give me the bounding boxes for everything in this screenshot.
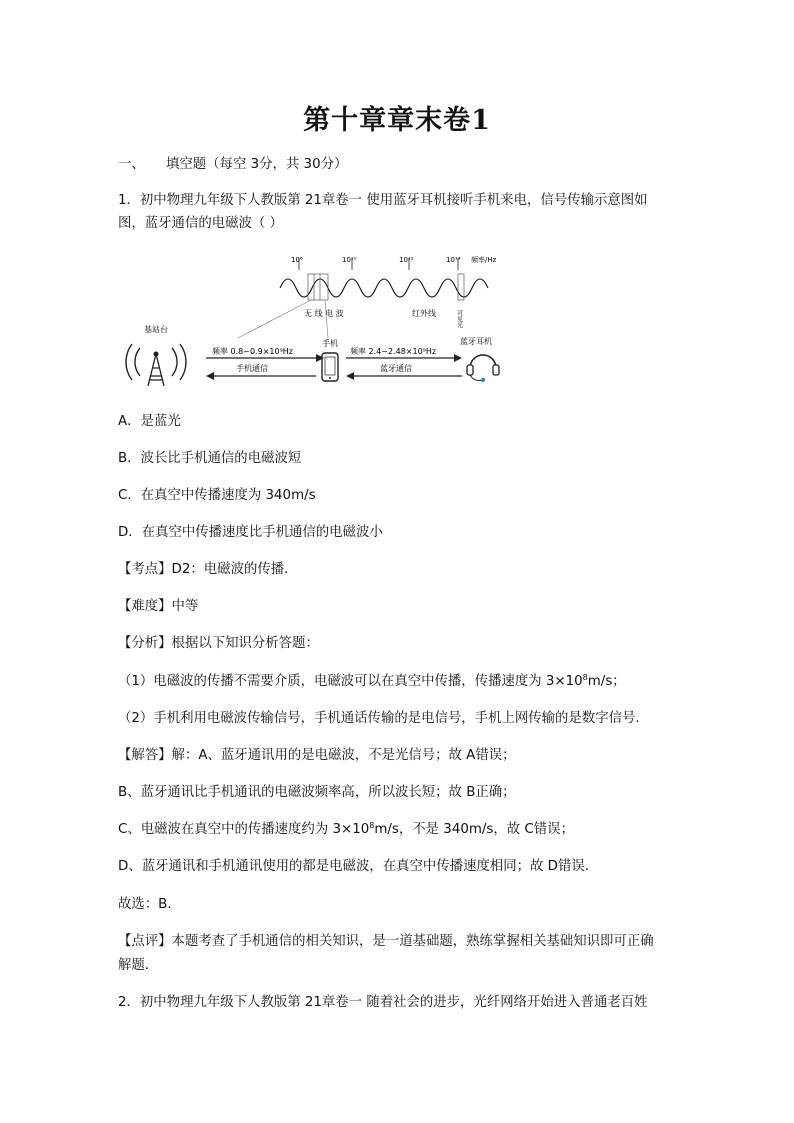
tick-label-4: 10¹⁴: [446, 256, 461, 264]
jieda-c-text: C、电磁波在真空中的传播速度约为 3×10: [118, 822, 370, 837]
fenxi-point-1-exp: 8: [582, 673, 588, 682]
tick-label-2: 10¹⁰: [342, 256, 357, 264]
signal-diagram: [118, 250, 518, 390]
section-number: 一、: [118, 157, 145, 172]
answer-line: 故选：B．: [118, 897, 181, 912]
tower-icon: [126, 344, 186, 386]
visible-light-label: 可见光: [455, 310, 463, 328]
q1-stem-line1: 1．初中物理九年级下人教版第 21章卷一 使用蓝牙耳机接听手机来电，信号传输示意图如: [118, 193, 648, 208]
page-title: 第十章章末卷1: [303, 105, 491, 136]
signal-diagram-svg: [118, 250, 518, 390]
tick-label-3: 10¹²: [399, 256, 414, 264]
infrared-label: 红外线: [412, 309, 436, 318]
q1-option-a: A．是蓝光: [118, 414, 181, 429]
q2-stem-line1: 2．初中物理九年级下人教版第 21章卷一 随着社会的进步，光纤网络开始进入普通老百姓: [118, 995, 648, 1010]
bt-comm-label: 蓝牙通信: [380, 364, 412, 373]
phone-label: 手机: [322, 339, 338, 348]
headphone-icon: [467, 355, 499, 382]
phone-icon: [322, 353, 338, 381]
freq-unit-label: 频率/Hz: [471, 256, 497, 264]
q1-option-d: D．在真空中传播速度比手机通信的电磁波小: [118, 525, 383, 540]
earphone-label: 蓝牙耳机: [460, 337, 492, 346]
q1-stem-line2: 图，蓝牙通信的电磁波（ ）: [118, 216, 283, 231]
jieda-c-rest: m/s，不是 340m/s，故 C错误；: [374, 822, 574, 837]
jieda-c-exp: 8: [369, 821, 375, 830]
base-station-label: 基站台: [144, 325, 168, 334]
wave-curve: [280, 279, 488, 297]
fenxi-point-1-text: （1）电磁波的传播不需要介质，电磁波可以在真空中传播，传播速度为 3×10: [118, 674, 583, 689]
section-heading: [118, 154, 683, 176]
q1-option-c: C．在真空中传播速度为 340m/s: [118, 488, 316, 503]
dianping-line1: 【点评】本题考查了手机通信的相关知识，是一道基础题，熟练掌握相关基础知识即可正确: [118, 934, 654, 949]
jieda-line: 【解答】解：A、蓝牙通讯用的是电磁波，不是光信号；故 A错误；: [118, 748, 516, 763]
fenxi-point-1: [118, 671, 683, 693]
section-label: 填空题（每空 3分，共 30分）: [166, 157, 348, 172]
phone-comm-label: 手机通信: [236, 364, 268, 373]
nandu-line: 【难度】中等: [118, 599, 199, 614]
fenxi-point-1-unit: m/s；: [587, 674, 626, 689]
bt-freq-label: 频率 2.4~2.48×10⁹Hz: [350, 347, 437, 356]
jieda-b-line: B、蓝牙通讯比手机通讯的电磁波频率高，所以波长短；故 B正确；: [118, 785, 516, 800]
radio-wave-label: 无 线 电 波: [304, 309, 344, 318]
fenxi-point-2: （2）手机利用电磁波传输信号，手机通话传输的是电信号，手机上网传输的是数字信号．: [118, 711, 649, 726]
kaodian-line: 【考点】D2：电磁波的传播．: [118, 562, 298, 577]
tick-label-1: 10⁶: [291, 256, 303, 264]
jieda-c-line: [118, 819, 683, 841]
dianping-line2: 解题．: [118, 958, 159, 973]
q1-option-b: B．波长比手机通信的电磁波短: [118, 451, 302, 466]
radio-band-marker: [308, 274, 328, 300]
fenxi-line: 【分析】根据以下知识分析答题：: [118, 636, 319, 651]
jieda-d-line: D、蓝牙通讯和手机通讯使用的都是电磁波，在真空中传播速度相同；故 D错误．: [118, 859, 599, 874]
phone-freq-label: 频率 0.8~0.9×10⁹Hz: [212, 347, 293, 356]
